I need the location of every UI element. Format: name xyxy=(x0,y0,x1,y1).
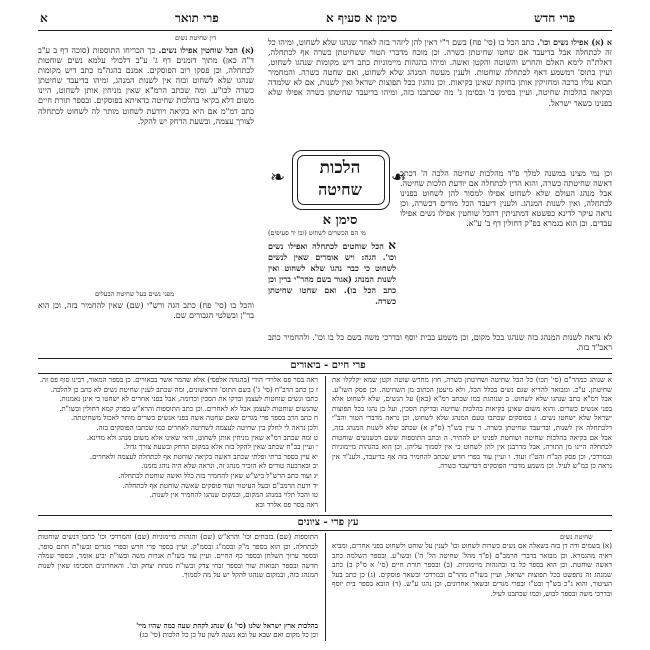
seif-text: הכל שוחטים לכתחלה ואפילו נשים וכו'. הגה: ויש אומרים שאין לנשים לשחוט כי כבר נהגו שלא לשחוט ואין לשנות המנהג (אגור בשם מהר"י ברין וכן כתב הכל בו). ואם שחטו שחיטתן כשרה. xyxy=(268,241,396,307)
main-commentary-lower: וכן נמי מצינו במשנה למלך פ"ד מהלכות שחיטה הלכה ה' דכתב דאשה שחיטתה כשרה, והוא הדין לכתחלה אם יודעת הלכות שחיטה. אבל מנהג העולם שלא לשחוט אפילו למסור להן לשחוט בפנינו לכתחלה, ואין לשנות המנהג. ולענין דיעבד הכל מודים דכשרה, וכן נראה עיקר לדינא כפשטא דמתניתין דהכל שוחטין אפילו נשים אפילו עבדים. וכן הוא בגמרא בפ"ק דחולין דף ב' ע"א. xyxy=(400,169,612,229)
header-center-title: סימן א סעיף א xyxy=(326,11,398,25)
seif-letter: א xyxy=(388,240,396,252)
header-rule xyxy=(38,30,612,31)
header-right-title: פרי חדש xyxy=(534,11,576,25)
mid-left-line: שהנשים שוחטות לעצמן אבל לא לאחרים. וכן כתב התוספות והרא"ש בפרק קמא דחולין ובשו"ת. xyxy=(59,404,318,413)
mid-left-line: יא עיין בספר כרתי ופלתי שכתב דאשה בקיאה שוחטת אף לכתחלה לעצמה ולאחרים. xyxy=(89,452,318,461)
bottom-section-title: עץ פרי - ציונים xyxy=(297,517,359,528)
mid-section-title: פרי חיים - ביאורים xyxy=(290,360,366,371)
siman-title: סימן א xyxy=(322,213,358,228)
bottom-left-footnote-1: בהלכות ארץ ישראל שלנו (סי' ג) שנהג לקחת שעה כמה שהיו מיי' xyxy=(136,621,318,630)
bottom-right-column: (א) בשמים ודה דן בזה בשאלה אם נשים כשרות לשחוט וכו' לענין על שוחט ולשחוט בפני אחרים, ומביא ראיה מהגמרא. וכן מבואר בדברי הרמב"ם (פ"ד מהל' שחיטה הל' ה') ובשו"ע. ובספר השלמה כתב דאשה שוחטת. וכן הוא בספר כל בו ובהגהות מיימוניות. (ב) ובספר תורת חיים (סי' א ס"ק ב) כתב שמנהג זה נתפשט בכל תפוצות ישראל, ועיין בשו"ת מהר"ם ובמרדכי ובשאר פוסקים. (ג) כן כתב בעל העיטור, והוא ג"כ בש"ך ובט"ז ובפרי מגדים ובשאר אחרונים, וכן נהגו ע"ש. (ד) הובא בספר בית יוסף ובדרכי משה ובספר לבוש, וכמו שכתבנו לעיל. xyxy=(332,542,612,598)
mid-left-line: ז כן כתב הרב"ח (סי' ג') בשם התוס' והראשונים, ומה שכתב לענין שחיטת נשים לא כתב כן להלכה. xyxy=(50,385,318,394)
side-subtext: והכל בו (סי' פח) כתב הגה ורש"י (שם) שאין להחמיר בזה, וכן הוא בר"ן ובשלטי הגבורים שם. xyxy=(38,301,254,321)
mid-left-line-extra: ראה בסר פס אלרד ובא xyxy=(255,500,318,509)
mid-left-line: טו והכל תלוי במנהג המקום, ובמקום שנהגו להחמיר אין לשנות. xyxy=(149,491,318,500)
bottom-rule-top xyxy=(38,515,612,516)
mid-left-line: ט ומה שכתב רמ"א שאין מניחין אותן לשחוט, ודאי שאינו אלא משום מנהג ולא מדינא. xyxy=(86,433,318,442)
main-lead: א (א) אפילו נשים וכו'. xyxy=(536,37,612,47)
mid-column-divider xyxy=(325,376,326,512)
side-text: כך הכריחו התוספות (סוכה דף ב ע"ב ד"ה כאן) מתוך דזמנים דף ג' ע"ב דלכולי עלמא נשים שוחטות לכתחלה, וכן פסקו רוב הפוסקים. אמנם בהגה"מ כתב דיש מקומות שנהגו שלא לשחוט ובזה אין לשנות המנהג, ומיהו בדיעבד שחיטתן כשרה לכו"ע. ומה שכתב הרמ"א שאין מניחין אותן לשחוט, היינו משום דלא בקיאי בהלכות שחיטה כדאיתא בפוסקים. ובספר תורת חיים כתב דמ"מ אם היא בקיאה ויודעת לשחוט מותר לה לשחוט לכתחלה לצורך עצמה, ובשעת הדחק יש להקל. xyxy=(38,46,254,126)
top-bottom-line: לא נראה לשנות המנהג בזה שנהגו בכל מקום, וכן משמע בבית יוסף ובדרכי משה בשם כל בו וכו'. ולהחמיר כתב ראב"ד בזה. xyxy=(268,333,612,353)
side-subheading: מפני נשים בעל שחיטת הבעלים xyxy=(95,290,175,298)
siman-subtitle: מי הם הכשרים לשחוט (ובו יד סעיפים) xyxy=(268,229,366,237)
main-commentary xyxy=(268,37,612,167)
mid-left-column xyxy=(38,376,318,512)
header-page-letter: א xyxy=(40,11,48,25)
mid-right-column: א שנוהג כמהר"ם (סי' תכו) כל הכל שחיטה ושחיטתן כשרה, חוץ מחרש שוטה וקטן שמא יקלקלו את שחיטתן. ע"כ. ומבואר להדיא שגם נשים בכלל הכל, ולא מיעטן הכתוב מן השחיטה. וכן פסק השו"ע. אבל רמ"א כתב שנהגו שלא לשחוט. ב שנוהגת כמו שכתב רמ"א (כאן) על הנשים, שלא לשחוט אלא בפני אנשים כשרים. והוא משום שאינן בקיאות בהלכות שחיטה ובדיקת הסכין, ועל כן נהגו בכל תפוצות ישראל שלא ישחטו נשים. ג בפוסקים שכתבו טעם המנהג שלא לשחוט, וכן נראה מדברי הטור והב"י דלכתחלה אין לשנות, ובדיעבד שחיטתן כשרה. ד עיין בש"ך (ס"ק א) שכתב שלא לשנות המנהג בזה, אבל אם בקיאה בהלכות שחיטה ושוחטת לפנינו יש להתיר. ה ובתב התוספות ששם דכשנשים שוחטות לכתחלה היינו מן התורה, אבל מדרבנן אין להן לשחוט כי אין לסמוך עליהן. וכן הוא בהגהות מיימוניות ובמרדכי, וכן פסק הב"ח והט"ז ועוד. ו ועיין עוד בפרי חדש שכתב להחמיר בזה אף בדיעבד, ולענ"ד אין נראה כן כמ"ש לעיל. וכן משמע מדברי הפוסקים דבדיעבד כשרה. xyxy=(332,376,612,471)
mid-left-line: יד ודעת הרמב"ם ובעל העיטור ועוד פוסקים שאשה שוחטת אף לכתחלה. xyxy=(122,481,318,490)
mid-rule-bottom xyxy=(38,373,612,374)
bottom-left-column: התוספות (שם) בזבחים וכו' והרא"ש (שם) והגהות מיימוניות (שם) והמרדכי וכו' כתבו דנשים שוחטות לכתחלה. וכן הוא בספר מ"ק ובסמ"ג ובסמ"ק. ועיין בספר פרי חדש ובפרי מגדים ובשו"ת חתם סופר, ובספר ערוך השלחן ובספר כף החיים. ועיין עוד בשו"ת אגרות משה ובשו"ת יביע אומר, ובספר שמלה חדשה ובספר תבואות שור ובספר זבחי צדק ובשו"ת מנחת יצחק וכו'. והאחרונים הסכימו שאין לשנות המנהג בזה, ובמקום שנהגו להקל יש על מה לסמוך. xyxy=(38,533,318,580)
mid-left-line: כתבו ונשים שוחטות לעצמן ובדקו את הסכין וכדומה, אבל בפני אחרים לא ישחטו כי אינן נאמנות. xyxy=(59,395,318,404)
mid-left-line: ח כתב הרב בספר פרי מגדים שאם שחטה אשה בפני אנשים כשרים מותר לאכול משחיטתה. xyxy=(71,414,318,423)
side-commentary xyxy=(38,45,254,283)
side-lead: (א) הכל שוחטין אפילו נשים. xyxy=(158,45,254,55)
mid-rule-top xyxy=(38,358,612,359)
mid-left-line: יג ועוד כתב הרש"ל ביש"ש שאין להחמיר בזה כלל ואשה שוחטת לכתחלה. xyxy=(118,471,318,480)
mid-left-line: ולכן נראה לי לחלק בין שחיטה לעצמה לשחיטה לאחרים כמו שכתבו הפוסקים בזה. xyxy=(96,423,318,432)
mid-left-line: ראה בסר פס אלרדי הודי (בהגהה אלפסי) אלא שהמר אשר בבאורים. כן בספר המאור, רבינו סוף פס זה. xyxy=(39,376,318,384)
main-text-1: כתב הכל בו (סי' פח) בשם ר"י דאין להן ליזהר בזה לאחר שנהגו שלא לשחוט, ומיהו כל זה לכתחלה אבל בדיעבד אם שחטו שחיטתן כשרה. וכן מוכח מדברי הטור ששחיטתן כשרה אף לכתחלה, דאלת"ה לימא האלם והחרש והשוטה והקטן ואשה. ומיהו בהגהות מיימוניות כתב דיש מקומות שנהגו לשחוט, ועיין בתוס' דמשמע דאף לכתחלה שוחטות. ולענין מעשה המנהג שלא לשחוט, ואם שחטה כשרה. והמחמיר תבוא עליו ברכה ומחזיקין אותן בחזקת שאינן בקיאות. וכן נוהגין בכל תפוצות ישראל ואין לשנות, אם לא שלמדה ובקיאה בהלכות שחיטה, ועיין בסימן ב' ובסימן ג' מה שכתבנו בזה, ומיהו בדיעבד שחיטתן כשרה אפילו שלא בפנינו כשאר ישראל. xyxy=(268,38,612,108)
title-shechita: שחיטה xyxy=(318,180,362,199)
title-halachot: הלכות xyxy=(319,158,361,178)
bottom-column-divider xyxy=(325,533,326,641)
bottom-left-footnote-2: וכן כל מקום ואם שבא על ובא נשנה לשון על כן כל הלכות (סי' כג) xyxy=(139,631,318,639)
mid-left-line: י ועיין בב"ח שכתב שאין להקל בזה אלא במקום הדחק ובשעת צורך גדול. xyxy=(123,443,318,452)
ornament-flourish-right: ❧ xyxy=(391,167,407,188)
header-left-title: פרי תואר xyxy=(175,11,219,25)
bottom-rule-bottom xyxy=(38,530,612,531)
ornament-flourish-left: ❧ xyxy=(270,167,286,188)
seif-text-block xyxy=(268,240,396,332)
side-heading: דין שחיטת נשים xyxy=(175,34,217,42)
bottom-right-heading: שחיטת נשים xyxy=(560,533,593,541)
mid-left-line: יב ובארבעה טורים לא הזכיר מנהג זה, ונראה שלא היה נוהג בזמנו. xyxy=(141,462,318,471)
